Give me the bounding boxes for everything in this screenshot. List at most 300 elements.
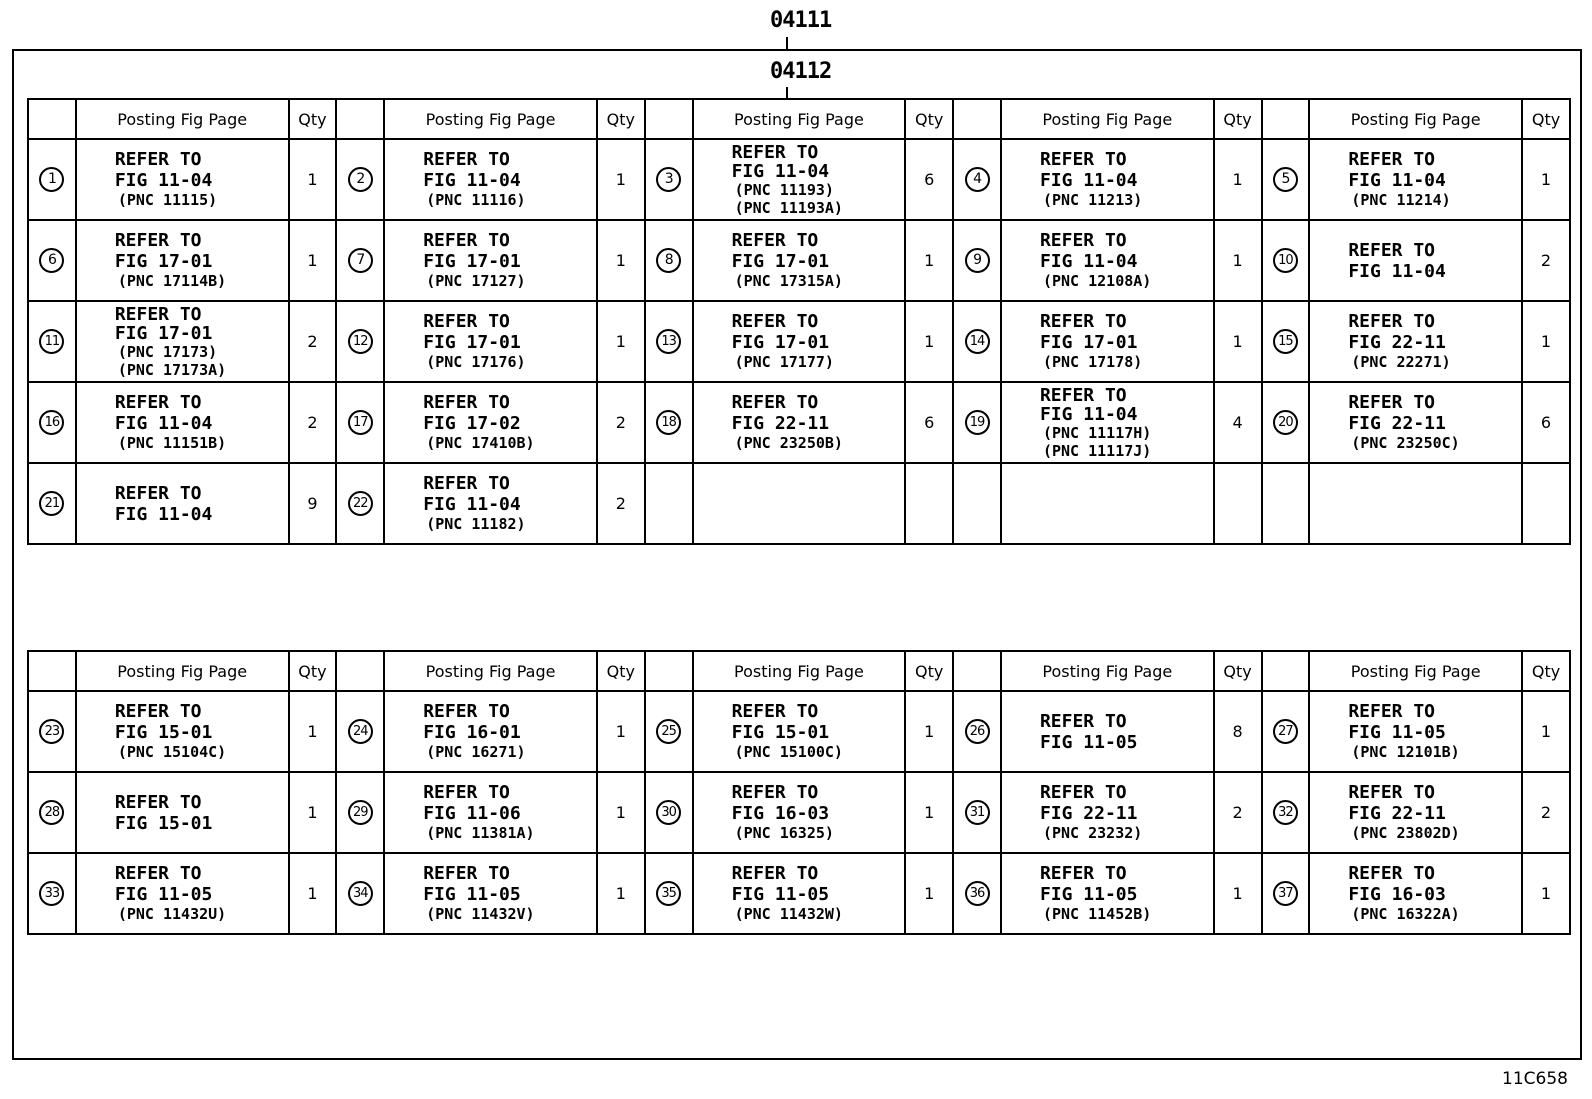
pnc-number: (PNC 12108A) (1042, 272, 1152, 290)
callout-number: 29 (348, 800, 373, 825)
quantity-cell: 1 (289, 139, 337, 220)
pnc-number: (PNC 17177) (734, 353, 834, 371)
header-qty: Qty (597, 99, 645, 139)
fig-reference-line: REFER TO (731, 230, 819, 251)
pnc-number: (PNC 11116) (426, 191, 526, 209)
header-num-cell (953, 651, 1001, 691)
fig-reference-line: REFER TO (731, 311, 819, 332)
item-number-cell (953, 691, 1001, 772)
callout-number: 34 (348, 881, 373, 906)
pnc-number: (PNC 11432W) (734, 905, 843, 923)
fig-reference-line: FIG 11-04 (114, 170, 213, 191)
header-fig-page: Posting Fig Page (693, 651, 906, 691)
table-row (28, 301, 1570, 382)
callout-number: 20 (1273, 410, 1298, 435)
item-number-cell (28, 463, 76, 544)
fig-reference-cell (1001, 301, 1214, 382)
item-number-cell (953, 382, 1001, 463)
quantity-cell (1522, 463, 1570, 544)
fig-reference-cell (693, 301, 906, 382)
fig-reference-line: FIG 17-01 (114, 322, 213, 344)
pnc-number: (PNC 11193A) (734, 198, 843, 217)
quantity-cell: 9 (289, 463, 337, 544)
item-number-cell (28, 220, 76, 301)
callout-number: 37 (1273, 881, 1298, 906)
item-number-cell (336, 853, 384, 934)
item-number-cell (336, 220, 384, 301)
fig-reference-line: FIG 11-05 (1039, 884, 1138, 905)
pnc-number: (PNC 17176) (426, 353, 526, 371)
pnc-number: (PNC 16271) (426, 743, 526, 761)
quantity-cell: 2 (289, 382, 337, 463)
quantity-cell: 1 (1214, 139, 1262, 220)
callout-number: 9 (965, 248, 990, 273)
pnc-number: (PNC 16325) (734, 824, 834, 842)
header-num-cell (336, 651, 384, 691)
fig-reference-line: REFER TO (114, 303, 202, 325)
quantity-cell: 1 (597, 772, 645, 853)
header-fig-page: Posting Fig Page (1309, 99, 1522, 139)
quantity-cell: 1 (597, 691, 645, 772)
header-num-cell (645, 651, 693, 691)
callout-number: 24 (348, 719, 373, 744)
fig-reference-cell (76, 463, 289, 544)
pnc-number: (PNC 11182) (426, 515, 526, 533)
table-row (28, 853, 1570, 934)
header-num-cell (28, 651, 76, 691)
fig-reference-cell (1309, 301, 1522, 382)
fig-reference-cell (384, 139, 597, 220)
fig-reference-line: FIG 22-11 (731, 413, 830, 434)
fig-reference-line: FIG 16-03 (1348, 884, 1446, 905)
fig-reference-line: REFER TO (1039, 710, 1127, 732)
quantity-cell: 1 (597, 220, 645, 301)
fig-reference-line: FIG 11-04 (1348, 260, 1446, 282)
header-qty: Qty (289, 651, 337, 691)
pnc-number: (PNC 11117J) (1042, 441, 1152, 460)
header-qty: Qty (289, 99, 337, 139)
fig-reference-cell (384, 691, 597, 772)
fig-reference-line: REFER TO (1348, 392, 1436, 413)
header-row (28, 99, 1570, 139)
quantity-cell: 1 (1214, 853, 1262, 934)
header-fig-page: Posting Fig Page (1309, 651, 1522, 691)
fig-reference-cell (384, 772, 597, 853)
callout-number: 2 (348, 167, 373, 192)
fig-reference-cell (1309, 853, 1522, 934)
item-number-cell (645, 772, 693, 853)
header-num-cell (645, 99, 693, 139)
pnc-number: (PNC 23250B) (734, 434, 843, 452)
pnc-number: (PNC 23250C) (1351, 434, 1460, 452)
fig-reference-cell (1001, 853, 1214, 934)
header-num-cell (336, 99, 384, 139)
pnc-number: (PNC 17178) (1042, 353, 1143, 371)
fig-reference-cell (384, 382, 597, 463)
fig-reference-line: REFER TO (114, 701, 202, 722)
pnc-number: (PNC 11117H) (1042, 423, 1152, 442)
callout-number: 11 (39, 329, 64, 354)
item-number-cell (645, 382, 693, 463)
pnc-number: (PNC 23232) (1042, 824, 1143, 842)
fig-reference-line: FIG 17-02 (423, 413, 521, 434)
assembly-code-sub: 04112 (770, 59, 832, 84)
fig-reference-line: FIG 22-11 (1348, 413, 1446, 434)
fig-reference-line: REFER TO (1348, 149, 1436, 170)
fig-reference-line: FIG 15-01 (731, 722, 830, 743)
quantity-cell: 1 (1522, 301, 1570, 382)
header-qty: Qty (1522, 651, 1570, 691)
fig-reference-line: FIG 16-01 (423, 722, 521, 743)
header-qty: Qty (905, 99, 953, 139)
quantity-cell (905, 463, 953, 544)
pnc-number: (PNC 15100C) (734, 743, 843, 761)
parts-table-lower (27, 650, 1571, 935)
callout-number: 27 (1273, 719, 1298, 744)
quantity-cell: 1 (597, 139, 645, 220)
pnc-number: (PNC 17173) (117, 342, 218, 361)
quantity-cell: 1 (597, 301, 645, 382)
fig-reference-line: FIG 11-04 (114, 413, 213, 434)
fig-reference-line: REFER TO (423, 230, 510, 251)
header-fig-page: Posting Fig Page (76, 99, 289, 139)
fig-reference-line: REFER TO (1348, 701, 1436, 722)
fig-reference-line: FIG 11-05 (114, 884, 213, 905)
item-number-cell (1262, 139, 1310, 220)
fig-reference-line: REFER TO (1348, 239, 1436, 261)
fig-reference-cell (1001, 463, 1214, 544)
header-qty: Qty (905, 651, 953, 691)
pnc-number: (PNC 11432V) (426, 905, 535, 923)
fig-reference-line: FIG 16-03 (731, 803, 830, 824)
fig-reference-cell (1309, 139, 1522, 220)
item-number-cell (953, 301, 1001, 382)
table-row (28, 382, 1570, 463)
pnc-number: (PNC 17173A) (117, 360, 227, 379)
fig-reference-line: FIG 11-04 (731, 160, 830, 182)
fig-reference-line: FIG 22-11 (1039, 803, 1138, 824)
fig-reference-line: FIG 17-01 (731, 251, 830, 272)
header-fig-page: Posting Fig Page (1001, 651, 1214, 691)
quantity-cell: 1 (905, 691, 953, 772)
fig-reference-cell (76, 691, 289, 772)
item-number-cell (336, 139, 384, 220)
fig-reference-line: FIG 11-05 (1039, 731, 1138, 753)
quantity-cell: 1 (1214, 220, 1262, 301)
fig-reference-cell (693, 220, 906, 301)
item-number-cell (28, 139, 76, 220)
fig-reference-cell (76, 301, 289, 382)
fig-reference-line: REFER TO (423, 701, 510, 722)
fig-reference-cell (693, 139, 906, 220)
fig-reference-line: FIG 22-11 (1348, 803, 1446, 824)
callout-number: 5 (1273, 167, 1298, 192)
item-number-cell (1262, 382, 1310, 463)
fig-reference-line: REFER TO (423, 782, 510, 803)
fig-reference-line: REFER TO (1348, 782, 1436, 803)
header-fig-page: Posting Fig Page (76, 651, 289, 691)
pnc-number: (PNC 11432U) (117, 905, 227, 923)
fig-reference-line: REFER TO (1039, 311, 1127, 332)
fig-reference-line: REFER TO (423, 473, 510, 494)
fig-reference-cell (76, 382, 289, 463)
quantity-cell (1214, 463, 1262, 544)
callout-number: 12 (348, 329, 373, 354)
table-row (28, 772, 1570, 853)
header-num-cell (953, 99, 1001, 139)
fig-reference-line: FIG 17-01 (423, 251, 521, 272)
item-number-cell (645, 853, 693, 934)
fig-reference-cell (1001, 772, 1214, 853)
fig-reference-cell (1309, 691, 1522, 772)
item-number-cell (336, 301, 384, 382)
item-number-cell (1262, 220, 1310, 301)
quantity-cell: 1 (905, 853, 953, 934)
quantity-cell: 6 (1522, 382, 1570, 463)
fig-reference-line: FIG 11-04 (114, 503, 213, 525)
callout-number: 23 (39, 719, 64, 744)
header-fig-page: Posting Fig Page (384, 99, 597, 139)
fig-reference-line: FIG 11-04 (1039, 251, 1138, 272)
item-number-cell (953, 853, 1001, 934)
fig-reference-line: FIG 17-01 (1039, 332, 1138, 353)
quantity-cell: 2 (1522, 220, 1570, 301)
item-number-cell (1262, 691, 1310, 772)
fig-reference-line: REFER TO (423, 311, 510, 332)
callout-number: 36 (965, 881, 990, 906)
header-qty: Qty (1522, 99, 1570, 139)
fig-reference-line: REFER TO (1039, 863, 1127, 884)
table-row (28, 691, 1570, 772)
callout-number: 18 (656, 410, 681, 435)
fig-reference-line: REFER TO (1039, 149, 1127, 170)
fig-reference-cell (384, 463, 597, 544)
callout-number: 32 (1273, 800, 1298, 825)
header-fig-page: Posting Fig Page (693, 99, 906, 139)
table-row (28, 139, 1570, 220)
quantity-cell: 1 (905, 301, 953, 382)
fig-reference-cell (76, 772, 289, 853)
fig-reference-line: FIG 17-01 (114, 251, 213, 272)
header-qty: Qty (1214, 651, 1262, 691)
item-number-cell (1262, 301, 1310, 382)
pnc-number: (PNC 11452B) (1042, 905, 1152, 923)
callout-number: 26 (965, 719, 990, 744)
fig-reference-line: FIG 11-04 (1039, 403, 1138, 425)
quantity-cell: 4 (1214, 382, 1262, 463)
fig-reference-line: FIG 15-01 (114, 722, 213, 743)
item-number-cell (645, 463, 693, 544)
quantity-cell: 2 (597, 463, 645, 544)
fig-reference-cell (1001, 691, 1214, 772)
leader-line-top (786, 37, 788, 49)
callout-number: 33 (39, 881, 64, 906)
callout-number: 17 (348, 410, 373, 435)
item-number-cell (953, 220, 1001, 301)
callout-number: 28 (39, 800, 64, 825)
fig-reference-line: REFER TO (1039, 782, 1127, 803)
fig-reference-line: REFER TO (423, 392, 510, 413)
fig-reference-line: FIG 11-04 (1039, 170, 1138, 191)
callout-number: 25 (656, 719, 681, 744)
fig-reference-cell (693, 382, 906, 463)
fig-reference-line: REFER TO (731, 701, 819, 722)
quantity-cell: 1 (597, 853, 645, 934)
header-qty: Qty (1214, 99, 1262, 139)
fig-reference-line: REFER TO (731, 863, 819, 884)
fig-reference-cell (76, 139, 289, 220)
quantity-cell: 6 (905, 382, 953, 463)
quantity-cell: 6 (905, 139, 953, 220)
fig-reference-line: FIG 22-11 (1348, 332, 1446, 353)
item-number-cell (1262, 463, 1310, 544)
quantity-cell: 1 (1522, 853, 1570, 934)
fig-reference-cell (1001, 220, 1214, 301)
item-number-cell (645, 139, 693, 220)
callout-number: 3 (656, 167, 681, 192)
illustration-code: 11C658 (1502, 1069, 1568, 1089)
fig-reference-cell (384, 220, 597, 301)
fig-reference-line: FIG 15-01 (114, 812, 213, 834)
item-number-cell (645, 301, 693, 382)
fig-reference-line: REFER TO (114, 863, 202, 884)
quantity-cell: 8 (1214, 691, 1262, 772)
callout-number: 8 (656, 248, 681, 273)
header-num-cell (1262, 99, 1310, 139)
fig-reference-cell (1309, 772, 1522, 853)
callout-number: 31 (965, 800, 990, 825)
item-number-cell (336, 691, 384, 772)
fig-reference-line: REFER TO (423, 149, 510, 170)
fig-reference-cell (76, 220, 289, 301)
fig-reference-line: FIG 11-04 (1348, 170, 1446, 191)
item-number-cell (336, 463, 384, 544)
header-qty: Qty (597, 651, 645, 691)
callout-number: 4 (965, 167, 990, 192)
callout-number: 1 (39, 167, 64, 192)
item-number-cell (28, 853, 76, 934)
fig-reference-cell (76, 853, 289, 934)
quantity-cell: 1 (905, 220, 953, 301)
item-number-cell (28, 301, 76, 382)
fig-reference-cell (693, 772, 906, 853)
pnc-number: (PNC 11214) (1351, 191, 1451, 209)
fig-reference-line: REFER TO (1348, 311, 1436, 332)
fig-reference-cell (693, 463, 906, 544)
quantity-cell: 1 (289, 853, 337, 934)
item-number-cell (645, 220, 693, 301)
pnc-number: (PNC 17315A) (734, 272, 843, 290)
quantity-cell: 2 (1214, 772, 1262, 853)
table-row (28, 463, 1570, 544)
fig-reference-cell (384, 853, 597, 934)
item-number-cell (1262, 853, 1310, 934)
item-number-cell (953, 139, 1001, 220)
item-number-cell (336, 772, 384, 853)
fig-reference-line: FIG 17-01 (731, 332, 830, 353)
fig-reference-cell (1001, 382, 1214, 463)
quantity-cell: 2 (1522, 772, 1570, 853)
quantity-cell: 1 (1522, 691, 1570, 772)
callout-number: 22 (348, 491, 373, 516)
pnc-number: (PNC 15104C) (117, 743, 227, 761)
fig-reference-line: FIG 17-01 (423, 332, 521, 353)
quantity-cell: 1 (905, 772, 953, 853)
assembly-code-top: 04111 (770, 8, 832, 33)
header-num-cell (28, 99, 76, 139)
table-row (28, 220, 1570, 301)
item-number-cell (28, 691, 76, 772)
callout-number: 19 (965, 410, 990, 435)
item-number-cell (336, 382, 384, 463)
callout-number: 6 (39, 248, 64, 273)
fig-reference-cell (1309, 220, 1522, 301)
fig-reference-line: FIG 11-05 (1348, 722, 1446, 743)
quantity-cell: 1 (289, 691, 337, 772)
callout-number: 15 (1273, 329, 1298, 354)
fig-reference-line: REFER TO (1039, 384, 1127, 406)
fig-reference-line: FIG 11-06 (423, 803, 521, 824)
fig-reference-cell (1309, 463, 1522, 544)
fig-reference-line: REFER TO (114, 392, 202, 413)
fig-reference-cell (384, 301, 597, 382)
fig-reference-line: REFER TO (1348, 863, 1436, 884)
pnc-number: (PNC 22271) (1351, 353, 1451, 371)
callout-number: 21 (39, 491, 64, 516)
pnc-number: (PNC 17127) (426, 272, 526, 290)
pnc-number: (PNC 23802D) (1351, 824, 1460, 842)
fig-reference-cell (693, 691, 906, 772)
fig-reference-line: REFER TO (423, 863, 510, 884)
header-fig-page: Posting Fig Page (1001, 99, 1214, 139)
quantity-cell: 2 (597, 382, 645, 463)
item-number-cell (28, 382, 76, 463)
fig-reference-line: REFER TO (1039, 230, 1127, 251)
fig-reference-cell (693, 853, 906, 934)
pnc-number: (PNC 11151B) (117, 434, 227, 452)
fig-reference-line: FIG 11-04 (423, 170, 521, 191)
pnc-number: (PNC 16322A) (1351, 905, 1460, 923)
fig-reference-line: REFER TO (731, 141, 819, 163)
fig-reference-line: REFER TO (731, 392, 819, 413)
fig-reference-cell (1309, 382, 1522, 463)
callout-number: 35 (656, 881, 681, 906)
quantity-cell: 2 (289, 301, 337, 382)
pnc-number: (PNC 12101B) (1351, 743, 1460, 761)
callout-number: 16 (39, 410, 64, 435)
pnc-number: (PNC 11381A) (426, 824, 535, 842)
parts-table-upper (27, 98, 1571, 545)
quantity-cell: 1 (289, 772, 337, 853)
fig-reference-line: FIG 11-05 (731, 884, 830, 905)
header-num-cell (1262, 651, 1310, 691)
fig-reference-line: REFER TO (114, 230, 202, 251)
pnc-number: (PNC 17114B) (117, 272, 227, 290)
quantity-cell: 1 (289, 220, 337, 301)
item-number-cell (1262, 772, 1310, 853)
quantity-cell: 1 (1214, 301, 1262, 382)
item-number-cell (953, 772, 1001, 853)
fig-reference-line: REFER TO (114, 791, 202, 813)
pnc-number: (PNC 17410B) (426, 434, 535, 452)
pnc-number: (PNC 11193) (734, 180, 834, 199)
item-number-cell (645, 691, 693, 772)
callout-number: 7 (348, 248, 373, 273)
quantity-cell: 1 (1522, 139, 1570, 220)
callout-number: 10 (1273, 248, 1298, 273)
callout-number: 14 (965, 329, 990, 354)
pnc-number: (PNC 11115) (117, 191, 218, 209)
